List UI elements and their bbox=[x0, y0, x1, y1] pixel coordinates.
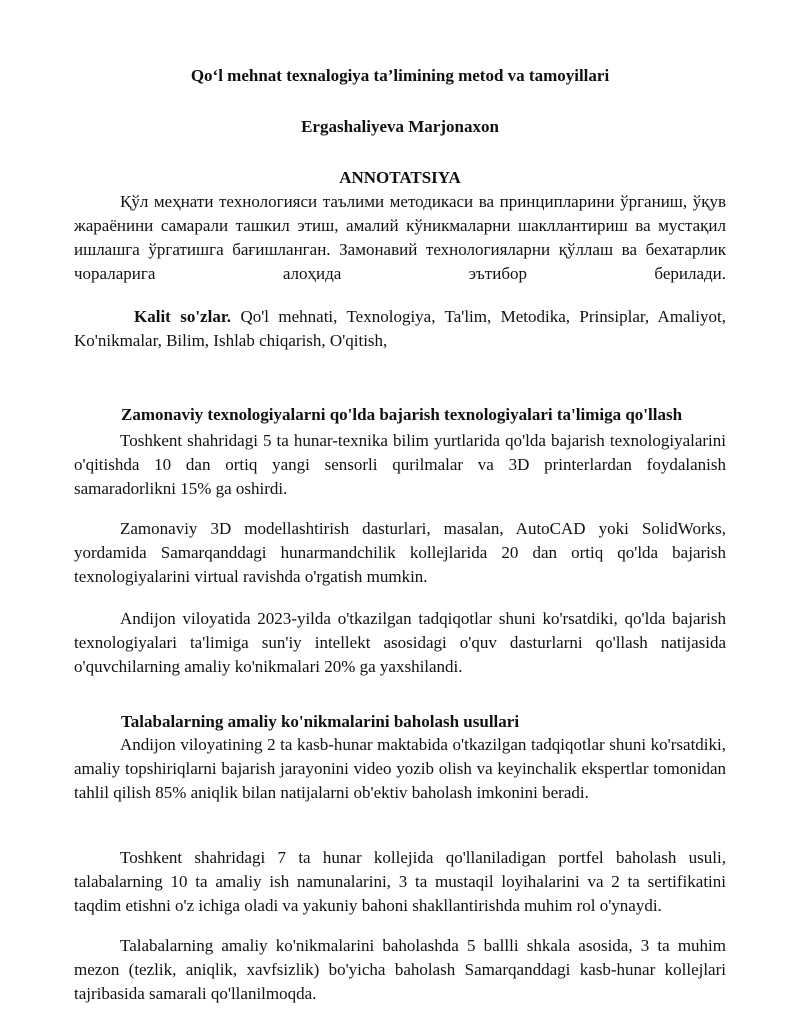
section2-paragraph: Toshkent shahridagi 7 ta hunar kollejida qo'llaniladigan portfel baholash usuli, talabalarning 10 ta amaliy ish namunalarini, 3 ta mustaqil loyihalarini va 2 ta sertifikatini taqdim etishni o'z ichiga oladi va yakuniy bahoni shakllantirishda muhim rol o'ynaydi. bbox=[74, 848, 726, 915]
annotation-text: Қўл меҳнати технологияси таълими методикаси ва принципларини ўрганиш, ўқув жараёнини самарали ташкил этиш, амалий кўникмаларни шакллантириш ва мустақил ишлашга ўргатишга бағишланган. Замонавий технологияларни қўллаш ва бехатарлик чораларига алоҳида эътибор берилади. bbox=[74, 192, 726, 283]
keywords-label: Kalit so'zlar. bbox=[134, 307, 232, 326]
document-title: Qo‘l mehnat texnalogiya ta’limining metod va tamoyillari bbox=[190, 66, 610, 85]
author-name: Ergashaliyeva Marjonaxon bbox=[301, 117, 499, 136]
section2-paragraph: Talabalarning amaliy ko'nikmalarini baholashda 5 ballli shkala asosida, 3 ta muhim mezon (tezlik, aniqlik, xavfsizlik) bo'yicha baholash Samarqanddagi kasb-hunar kollejlari tajribasida samarali qo'llanilmoqda. bbox=[74, 936, 726, 1003]
section1-paragraph: Toshkent shahridagi 5 ta hunar-texnika bilim yurtlarida qo'lda bajarish texnologiyalarini o'qitishda 10 dan ortiq yangi sensorli qurilmalar va 3D printerlardan foydalanish samaradorlikni 15% ga oshirdi. bbox=[74, 431, 726, 498]
section-heading-modern-technologies: Zamonaviy texnologiyalarni qo'lda bajarish texnologiyalari ta'limiga qo'llash bbox=[121, 405, 683, 424]
keywords-text: Qo'l mehnati, Texnologiya, Ta'lim, Metodika, Prinsiplar, Amaliyot, Ko'nikmalar, Bilim, Ishlab chiqarish, O'qitish, bbox=[74, 307, 727, 350]
section2-paragraph: Andijon viloyatining 2 ta kasb-hunar maktabida o'tkazilgan tadqiqotlar shuni ko'rsatdiki, amaliy topshiriqlarni bajarish jarayonini video yozib olish va keyinchalik ekspertlar tomonidan tahlil qilish 85% aniqlik bilan natijalarni ob'ektiv baholash imkonini beradi. bbox=[74, 735, 726, 802]
section-heading-assessment-methods: Talabalarning amaliy ko'nikmalarini baholash usullari bbox=[121, 712, 520, 731]
keywords-paragraph bbox=[74, 305, 726, 353]
section1-paragraph: Zamonaviy 3D modellashtirish dasturlari, masalan, AutoCAD yoki SolidWorks, yordamida Samarqanddagi hunarmandchilik kollejlarida 20 dan ortiq qo'lda bajarish texnologiyalarini virtual ravishda o'rgatish mumkin. bbox=[74, 519, 726, 586]
annotation-heading: ANNOTATSIYA bbox=[339, 168, 461, 187]
section1-paragraph: Andijon viloyatida 2023-yilda o'tkazilgan tadqiqotlar shuni ko'rsatdiki, qo'lda bajarish texnologiyalari ta'limiga sun'iy intellekt asosidagi o'quv dasturlarni qo'llash natijasida o'quvchilarning amaliy ko'nikmalari 20% ga yaxshilandi. bbox=[74, 609, 726, 676]
